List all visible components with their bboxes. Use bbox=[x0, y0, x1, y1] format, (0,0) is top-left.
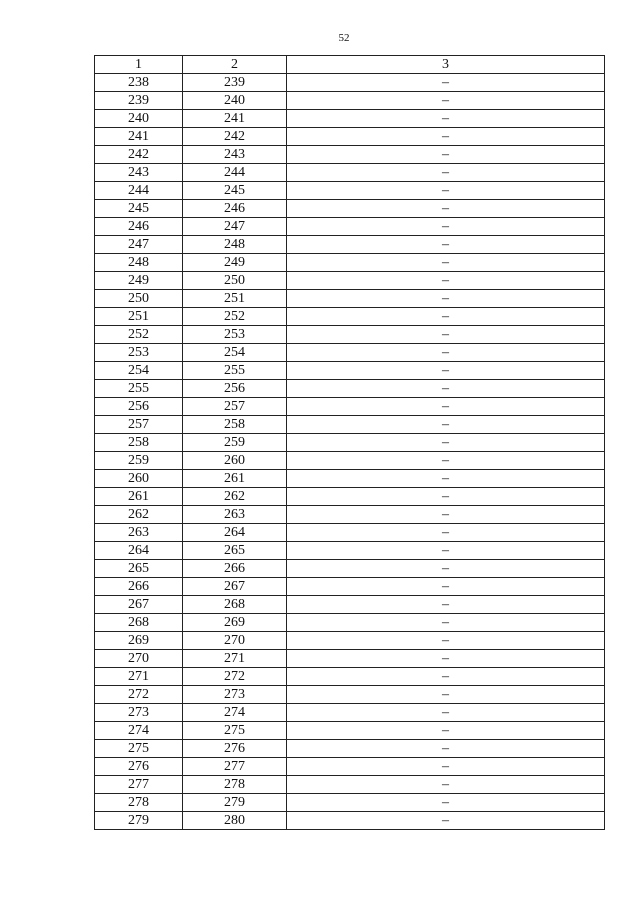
table-cell-col-3: – bbox=[287, 110, 605, 128]
table-cell-col-1: 279 bbox=[95, 812, 183, 830]
table-cell-col-3: – bbox=[287, 812, 605, 830]
table-cell-col-1: 257 bbox=[95, 416, 183, 434]
table-cell-col-1: 255 bbox=[95, 380, 183, 398]
data-table bbox=[94, 55, 605, 830]
table-cell-col-1: 267 bbox=[95, 596, 183, 614]
table-cell-col-2: 276 bbox=[183, 740, 287, 758]
table-cell-col-3: – bbox=[287, 362, 605, 380]
table-cell-col-2: 250 bbox=[183, 272, 287, 290]
table-cell-col-2: 251 bbox=[183, 290, 287, 308]
table-row bbox=[95, 524, 605, 542]
table-cell-col-3: – bbox=[287, 146, 605, 164]
table-cell-col-2: 280 bbox=[183, 812, 287, 830]
table-row bbox=[95, 578, 605, 596]
table-cell-col-3: – bbox=[287, 758, 605, 776]
table-cell-col-1: 276 bbox=[95, 758, 183, 776]
table-row bbox=[95, 614, 605, 632]
table-row bbox=[95, 128, 605, 146]
table-cell-col-3: – bbox=[287, 794, 605, 812]
table-cell-col-1: 272 bbox=[95, 686, 183, 704]
table-cell-col-1: 269 bbox=[95, 632, 183, 650]
table-row bbox=[95, 290, 605, 308]
page-number: 52 bbox=[338, 32, 350, 44]
table-cell-col-1: 262 bbox=[95, 506, 183, 524]
table-cell-col-3: – bbox=[287, 470, 605, 488]
table-cell-col-2: 271 bbox=[183, 650, 287, 668]
table-cell-col-3: – bbox=[287, 272, 605, 290]
table-cell-col-2: 269 bbox=[183, 614, 287, 632]
table-cell-col-1: 253 bbox=[95, 344, 183, 362]
table-cell-col-3: – bbox=[287, 380, 605, 398]
table-row bbox=[95, 146, 605, 164]
table-row bbox=[95, 110, 605, 128]
table-cell-col-1: 252 bbox=[95, 326, 183, 344]
table-cell-col-2: 257 bbox=[183, 398, 287, 416]
table-cell-col-1: 241 bbox=[95, 128, 183, 146]
table-cell-col-1: 278 bbox=[95, 794, 183, 812]
table-cell-col-1: 263 bbox=[95, 524, 183, 542]
table-row bbox=[95, 740, 605, 758]
table-cell-col-2: 265 bbox=[183, 542, 287, 560]
table-cell-col-1: 242 bbox=[95, 146, 183, 164]
table-row bbox=[95, 596, 605, 614]
table-cell-col-2: 277 bbox=[183, 758, 287, 776]
column-header-1: 1 bbox=[95, 56, 183, 74]
table-cell-col-3: – bbox=[287, 236, 605, 254]
table-cell-col-1: 254 bbox=[95, 362, 183, 380]
table-cell-col-2: 255 bbox=[183, 362, 287, 380]
table-cell-col-3: – bbox=[287, 398, 605, 416]
table-cell-col-2: 259 bbox=[183, 434, 287, 452]
table-cell-col-3: – bbox=[287, 182, 605, 200]
table-cell-col-3: – bbox=[287, 524, 605, 542]
table-cell-col-1: 268 bbox=[95, 614, 183, 632]
table-cell-col-2: 268 bbox=[183, 596, 287, 614]
table-cell-col-1: 264 bbox=[95, 542, 183, 560]
table-row bbox=[95, 488, 605, 506]
table-cell-col-2: 243 bbox=[183, 146, 287, 164]
table-row bbox=[95, 506, 605, 524]
table-cell-col-3: – bbox=[287, 452, 605, 470]
table-row bbox=[95, 164, 605, 182]
table-cell-col-3: – bbox=[287, 668, 605, 686]
table-row bbox=[95, 74, 605, 92]
table-row bbox=[95, 632, 605, 650]
table-cell-col-2: 260 bbox=[183, 452, 287, 470]
table-cell-col-2: 262 bbox=[183, 488, 287, 506]
table-cell-col-3: – bbox=[287, 254, 605, 272]
table-cell-col-2: 252 bbox=[183, 308, 287, 326]
table-cell-col-3: – bbox=[287, 92, 605, 110]
table-cell-col-3: – bbox=[287, 326, 605, 344]
table-row bbox=[95, 542, 605, 560]
table-cell-col-2: 242 bbox=[183, 128, 287, 146]
table-cell-col-2: 239 bbox=[183, 74, 287, 92]
table-cell-col-2: 264 bbox=[183, 524, 287, 542]
table-row bbox=[95, 470, 605, 488]
table-cell-col-3: – bbox=[287, 704, 605, 722]
table-cell-col-2: 266 bbox=[183, 560, 287, 578]
table-cell-col-2: 267 bbox=[183, 578, 287, 596]
table-cell-col-1: 243 bbox=[95, 164, 183, 182]
table-cell-col-2: 240 bbox=[183, 92, 287, 110]
table-cell-col-1: 246 bbox=[95, 218, 183, 236]
table-row bbox=[95, 416, 605, 434]
table-row bbox=[95, 272, 605, 290]
table-row bbox=[95, 668, 605, 686]
table-cell-col-1: 244 bbox=[95, 182, 183, 200]
table-row bbox=[95, 650, 605, 668]
table-cell-col-1: 248 bbox=[95, 254, 183, 272]
table-cell-col-3: – bbox=[287, 164, 605, 182]
table-cell-col-3: – bbox=[287, 128, 605, 146]
table-cell-col-2: 278 bbox=[183, 776, 287, 794]
table-cell-col-3: – bbox=[287, 344, 605, 362]
table-cell-col-1: 249 bbox=[95, 272, 183, 290]
table-cell-col-2: 275 bbox=[183, 722, 287, 740]
table-cell-col-1: 260 bbox=[95, 470, 183, 488]
table-cell-col-1: 247 bbox=[95, 236, 183, 254]
table-cell-col-2: 272 bbox=[183, 668, 287, 686]
table-cell-col-2: 253 bbox=[183, 326, 287, 344]
table-row bbox=[95, 794, 605, 812]
table-cell-col-3: – bbox=[287, 650, 605, 668]
table-cell-col-2: 248 bbox=[183, 236, 287, 254]
table-row bbox=[95, 812, 605, 830]
table-row bbox=[95, 776, 605, 794]
table-cell-col-3: – bbox=[287, 308, 605, 326]
table-row bbox=[95, 362, 605, 380]
table-cell-col-3: – bbox=[287, 488, 605, 506]
table-cell-col-2: 247 bbox=[183, 218, 287, 236]
table-cell-col-1: 245 bbox=[95, 200, 183, 218]
table-cell-col-2: 263 bbox=[183, 506, 287, 524]
table-cell-col-3: – bbox=[287, 686, 605, 704]
table-cell-col-3: – bbox=[287, 578, 605, 596]
table-cell-col-3: – bbox=[287, 74, 605, 92]
table-cell-col-3: – bbox=[287, 434, 605, 452]
table-row bbox=[95, 380, 605, 398]
table-row bbox=[95, 398, 605, 416]
table-row bbox=[95, 92, 605, 110]
table-cell-col-1: 270 bbox=[95, 650, 183, 668]
table-row bbox=[95, 452, 605, 470]
table-row bbox=[95, 758, 605, 776]
table-cell-col-3: – bbox=[287, 560, 605, 578]
table-row bbox=[95, 308, 605, 326]
table-cell-col-1: 265 bbox=[95, 560, 183, 578]
table-cell-col-1: 277 bbox=[95, 776, 183, 794]
table-cell-col-1: 275 bbox=[95, 740, 183, 758]
table-cell-col-3: – bbox=[287, 632, 605, 650]
table-row bbox=[95, 722, 605, 740]
table-cell-col-2: 249 bbox=[183, 254, 287, 272]
table-cell-col-2: 254 bbox=[183, 344, 287, 362]
column-header-2: 2 bbox=[183, 56, 287, 74]
table-row bbox=[95, 434, 605, 452]
table-cell-col-2: 258 bbox=[183, 416, 287, 434]
table-cell-col-3: – bbox=[287, 596, 605, 614]
header-row bbox=[95, 56, 605, 74]
table-row bbox=[95, 236, 605, 254]
table-cell-col-1: 256 bbox=[95, 398, 183, 416]
table-cell-col-3: – bbox=[287, 740, 605, 758]
table-cell-col-1: 238 bbox=[95, 74, 183, 92]
table-body bbox=[95, 74, 605, 830]
table-cell-col-2: 274 bbox=[183, 704, 287, 722]
column-header-3: 3 bbox=[287, 56, 605, 74]
table-row bbox=[95, 326, 605, 344]
table-cell-col-2: 273 bbox=[183, 686, 287, 704]
table-cell-col-1: 240 bbox=[95, 110, 183, 128]
table-cell-col-3: – bbox=[287, 542, 605, 560]
table-cell-col-3: – bbox=[287, 776, 605, 794]
table-row bbox=[95, 254, 605, 272]
table-cell-col-2: 246 bbox=[183, 200, 287, 218]
table-cell-col-2: 241 bbox=[183, 110, 287, 128]
table-row bbox=[95, 182, 605, 200]
table-cell-col-3: – bbox=[287, 218, 605, 236]
table-cell-col-3: – bbox=[287, 416, 605, 434]
table-cell-col-1: 258 bbox=[95, 434, 183, 452]
table-row bbox=[95, 200, 605, 218]
table-cell-col-3: – bbox=[287, 200, 605, 218]
table-cell-col-1: 273 bbox=[95, 704, 183, 722]
table-cell-col-3: – bbox=[287, 290, 605, 308]
table-cell-col-2: 245 bbox=[183, 182, 287, 200]
table-cell-col-1: 259 bbox=[95, 452, 183, 470]
table-cell-col-1: 274 bbox=[95, 722, 183, 740]
table-cell-col-1: 251 bbox=[95, 308, 183, 326]
table-cell-col-3: – bbox=[287, 614, 605, 632]
table-row bbox=[95, 686, 605, 704]
table-cell-col-1: 266 bbox=[95, 578, 183, 596]
table-row bbox=[95, 218, 605, 236]
table-cell-col-3: – bbox=[287, 722, 605, 740]
table-cell-col-2: 256 bbox=[183, 380, 287, 398]
table-cell-col-1: 239 bbox=[95, 92, 183, 110]
table-cell-col-1: 271 bbox=[95, 668, 183, 686]
table-cell-col-1: 250 bbox=[95, 290, 183, 308]
table-cell-col-2: 261 bbox=[183, 470, 287, 488]
table-cell-col-2: 270 bbox=[183, 632, 287, 650]
table-cell-col-2: 244 bbox=[183, 164, 287, 182]
table-cell-col-2: 279 bbox=[183, 794, 287, 812]
table-header bbox=[95, 56, 605, 74]
table-row bbox=[95, 560, 605, 578]
table-cell-col-3: – bbox=[287, 506, 605, 524]
table-cell-col-1: 261 bbox=[95, 488, 183, 506]
table-row bbox=[95, 344, 605, 362]
table-row bbox=[95, 704, 605, 722]
